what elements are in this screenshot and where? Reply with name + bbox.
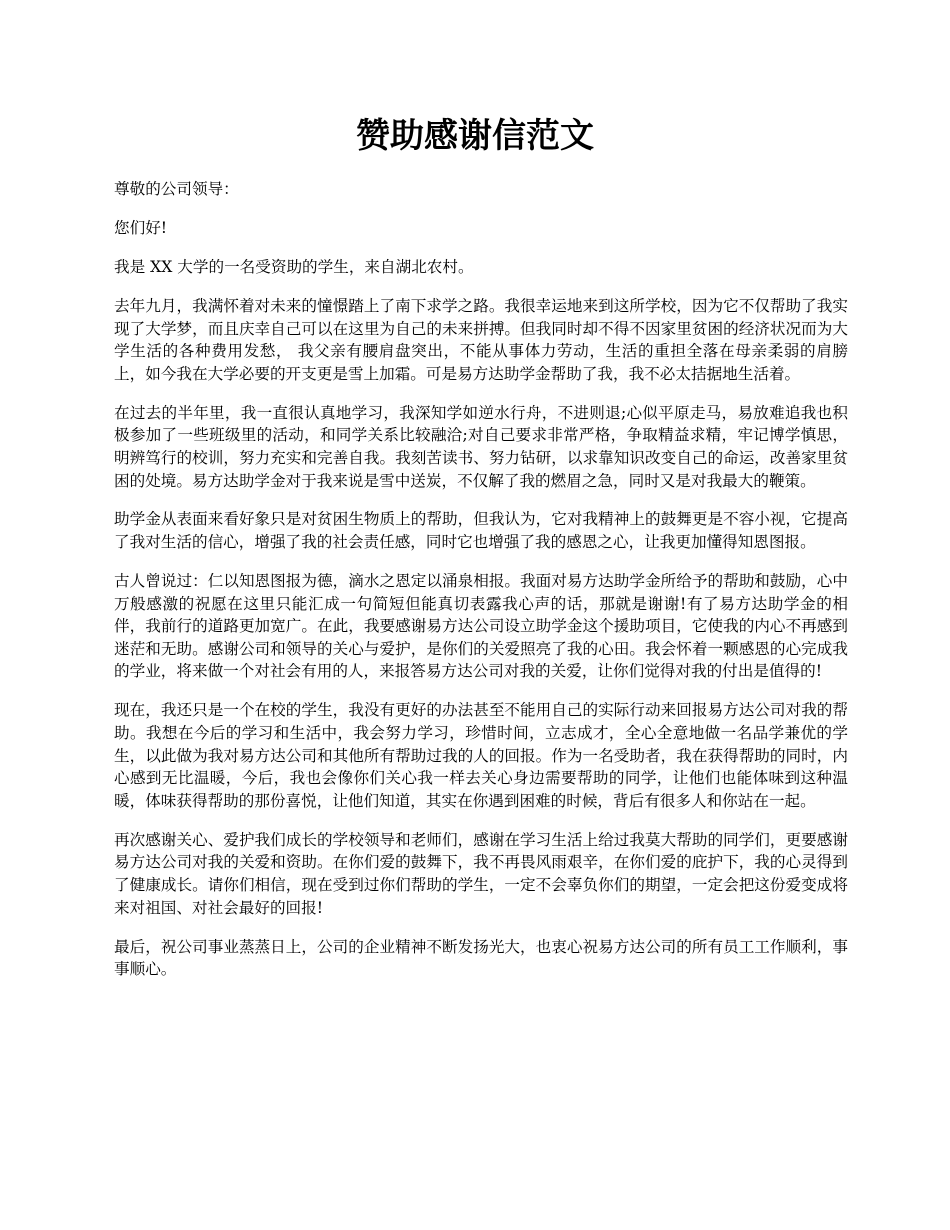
- document-body: [114, 178, 848, 997]
- paragraph-introduction: 我是 XX 大学的一名受资助的学生，来自湖北农村。: [114, 257, 474, 276]
- paragraph-gratitude: 古人曾说过：仁以知恩图报为德，滴水之恩定以涌泉相报。我面对易方达助学金所给予的帮助和鼓励，心中万般感激的祝愿在这里只能汇成一句简短但能真切表露我心声的话，那就是谢谢!有了易方达助学金的相伴，我前行的道路更加宽广。在此，我要感谢易方达公司设立助学金这个援助项目，它使我的内心不再感到迷茫和无助。感谢公司和领导的关心与爱护，是你们的关爱照亮了我的心田。我会怀着一颗感恩的心完成我的学业，将来做一个对社会有用的人，来报答易方达公司对我的关爱，让你们觉得对我的付出是值得的!: [114, 572, 848, 681]
- paragraph-background: 去年九月，我满怀着对未来的憧憬踏上了南下求学之路。我很幸运地来到这所学校，因为它不仅帮助了我实现了大学梦，而且庆幸自己可以在这里为自己的未来拼搏。但我同时却不得不因家里贫困的经济状况而为大学生活的各种费用发愁， 我父亲有腰肩盘突出，不能从事体力劳动，生活的重担全落在母亲柔弱的肩膀上，如今我在大学必要的开支更是雪上加霜。可是易方达助学金帮助了我，我不必太拮据地生活着。: [114, 296, 848, 383]
- greeting: 您们好!: [114, 218, 168, 237]
- paragraph-study: 在过去的半年里，我一直很认真地学习，我深知学如逆水行舟，不进则退;心似平原走马，易放难追我也积极参加了一些班级里的活动，和同学关系比较融洽;对自己要求非常严格，争取精益求精，牢记博学慎思，明辨笃行的校训，努力充实和完善自我。我刻苦读书、努力钻研，以求靠知识改变自己的命运，改善家里贫困的处境。易方达助学金对于我来说是雪中送炭，不仅解了我的燃眉之急，同时又是对我最大的鞭策。: [114, 403, 848, 490]
- paragraph-thanks-again: 再次感谢关心、爱护我们成长的学校领导和老师们，感谢在学习生活上给过我莫大帮助的同学们，更要感谢易方达公司对我的关爱和资助。在你们爱的鼓舞下，我不再畏风雨艰辛，在你们爱的庇护下，我的心灵得到了健康成长。请你们相信，现在受到过你们帮助的学生，一定不会辜负你们的期望，一定会把这份爱变成将来对祖国、对社会最好的回报!: [114, 830, 848, 917]
- paragraph-closing: 最后，祝公司事业蒸蒸日上，公司的企业精神不断发扬光大，也衷心祝易方达公司的所有员工工作顺利，事事顺心。: [114, 937, 848, 979]
- salutation: 尊敬的公司领导：: [114, 180, 239, 198]
- document-title: 赞助感谢信范文: [356, 116, 594, 156]
- paragraph-future: 现在，我还只是一个在校的学生，我没有更好的办法甚至不能用自己的实际行动来回报易方达公司对我的帮助。我想在今后的学习和生活中，我会努力学习，珍惜时间，立志成才，全心全意地做一名品学兼优的学生，以此做为我对易方达公司和其他所有帮助过我的人的回报。作为一名受助者，我在获得帮助的同时，内心感到无比温暖，今后，我也会像你们关心我一样去关心身边需要帮助的同学，让他们也能体味到这种温暖，体味获得帮助的那份喜悦，让他们知道，其实在你遇到困难的时候，背后有很多人和你站在一起。: [114, 701, 848, 810]
- paragraph-encouragement: 助学金从表面来看好象只是对贫困生物质上的帮助，但我认为，它对我精神上的鼓舞更是不容小视，它提高了我对生活的信心，增强了我的社会责任感，同时它也增强了我的感恩之心，让我更加懂得知恩图报。: [114, 510, 848, 552]
